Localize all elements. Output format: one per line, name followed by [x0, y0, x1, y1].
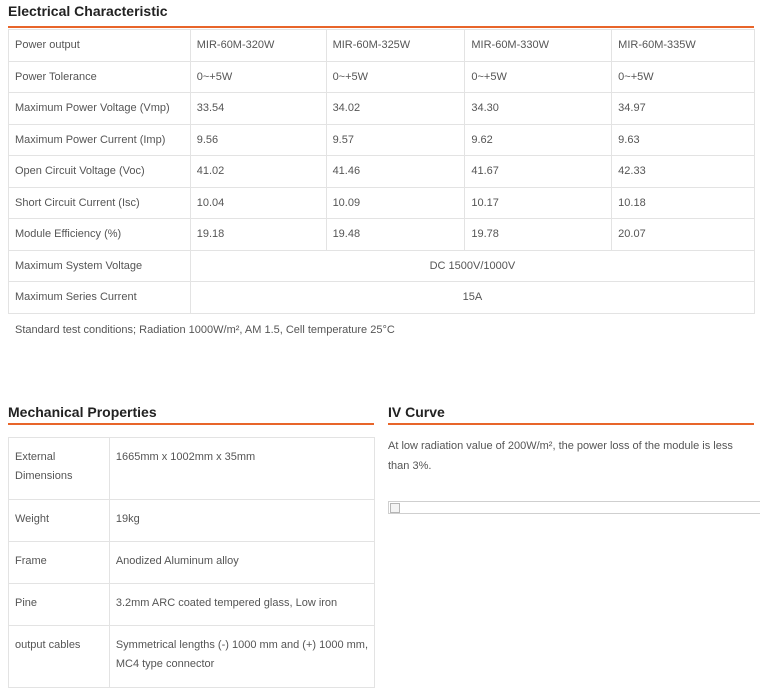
mech-value: 19kg: [109, 500, 374, 542]
spec-value: MIR-60M-330W: [465, 30, 612, 62]
mech-value: Symmetrical lengths (-) 1000 mm and (+) 1000 mm, MC4 type connector: [109, 626, 374, 688]
mech-label: External Dimensions: [9, 438, 110, 500]
spec-label: Maximum System Voltage: [9, 250, 191, 282]
mechanical-table: [8, 437, 375, 688]
spec-value: 0~+5W: [190, 61, 326, 93]
spec-label: Open Circuit Voltage (Voc): [9, 156, 191, 188]
broken-image-icon: [390, 503, 400, 513]
mech-label: Frame: [9, 542, 110, 584]
test-conditions-note: Standard test conditions; Radiation 1000W/m², AM 1.5, Cell temperature 25°C: [15, 324, 395, 336]
mech-label: output cables: [9, 626, 110, 688]
spec-row: [9, 156, 755, 188]
spec-row: [9, 30, 755, 62]
spec-value: 34.02: [326, 93, 465, 125]
spec-label: Module Efficiency (%): [9, 219, 191, 251]
spec-label: Maximum Series Current: [9, 282, 191, 314]
mech-value: 3.2mm ARC coated tempered glass, Low iron: [109, 584, 374, 626]
spec-value: 19.18: [190, 219, 326, 251]
spec-value: 10.17: [465, 187, 612, 219]
spec-value: 34.97: [612, 93, 755, 125]
spec-row: [9, 93, 755, 125]
mech-row: [9, 500, 375, 542]
spec-value: 20.07: [612, 219, 755, 251]
spec-label: Short Circuit Current (Isc): [9, 187, 191, 219]
spec-value: 9.62: [465, 124, 612, 156]
electrical-section-title: Electrical Characteristic: [8, 3, 754, 28]
spec-value: 9.63: [612, 124, 755, 156]
spec-label: Maximum Power Voltage (Vmp): [9, 93, 191, 125]
spec-value: 0~+5W: [465, 61, 612, 93]
spec-value: 33.54: [190, 93, 326, 125]
mech-label: Weight: [9, 500, 110, 542]
spec-row: [9, 187, 755, 219]
mech-row: [9, 584, 375, 626]
spec-value: 34.30: [465, 93, 612, 125]
spec-value: 0~+5W: [612, 61, 755, 93]
spec-value: 19.78: [465, 219, 612, 251]
spec-label: Maximum Power Current (Imp): [9, 124, 191, 156]
mech-value: 1665mm x 1002mm x 35mm: [109, 438, 374, 500]
spec-row: [9, 282, 755, 314]
spec-value: DC 1500V/1000V: [190, 250, 754, 282]
spec-value: 41.46: [326, 156, 465, 188]
spec-row: [9, 250, 755, 282]
iv-curve-description: At low radiation value of 200W/m², the power loss of the module is less than 3%.: [388, 440, 733, 472]
spec-value: 41.67: [465, 156, 612, 188]
spec-value: 10.04: [190, 187, 326, 219]
mechanical-section-title: Mechanical Properties: [8, 404, 374, 425]
spec-value: 19.48: [326, 219, 465, 251]
spec-row: [9, 219, 755, 251]
spec-label: Power output: [9, 30, 191, 62]
iv-curve-section-title: IV Curve: [388, 404, 754, 425]
mech-row: [9, 626, 375, 688]
spec-value: MIR-60M-325W: [326, 30, 465, 62]
spec-value: 9.56: [190, 124, 326, 156]
mech-row: [9, 438, 375, 500]
spec-value: 0~+5W: [326, 61, 465, 93]
spec-value: 10.09: [326, 187, 465, 219]
spec-row: [9, 124, 755, 156]
spec-row: [9, 61, 755, 93]
spec-value: 15A: [190, 282, 754, 314]
iv-curve-image: [388, 501, 760, 514]
spec-value: 10.18: [612, 187, 755, 219]
spec-value: 41.02: [190, 156, 326, 188]
spec-value: 9.57: [326, 124, 465, 156]
mech-label: Pine: [9, 584, 110, 626]
electrical-table: [8, 29, 755, 314]
spec-value: 42.33: [612, 156, 755, 188]
spec-value: MIR-60M-335W: [612, 30, 755, 62]
mech-value: Anodized Aluminum alloy: [109, 542, 374, 584]
mech-row: [9, 542, 375, 584]
spec-value: MIR-60M-320W: [190, 30, 326, 62]
spec-label: Power Tolerance: [9, 61, 191, 93]
